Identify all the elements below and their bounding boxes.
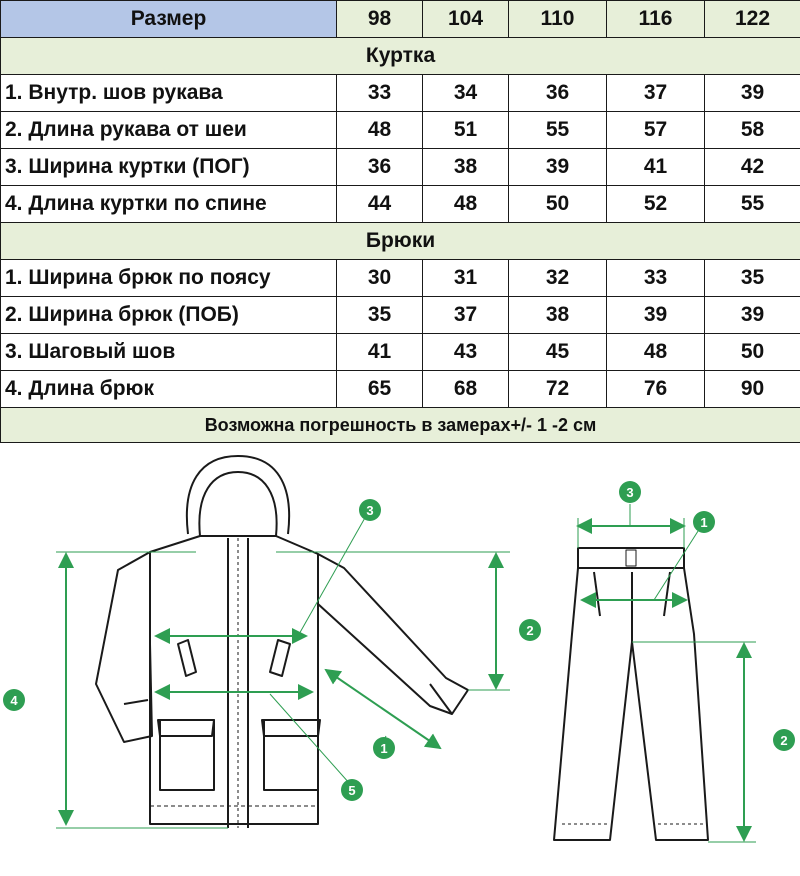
value-cell: 57	[607, 112, 705, 149]
row-label: 3. Ширина куртки (ПОГ)	[1, 149, 337, 186]
value-cell: 39	[509, 149, 607, 186]
value-cell: 68	[423, 371, 509, 408]
jacket-marker-1	[373, 737, 395, 759]
row-label: 3. Шаговый шов	[1, 334, 337, 371]
svg-text:3: 3	[626, 485, 634, 500]
section-title: Куртка	[1, 38, 800, 75]
jacket-marker-5	[341, 779, 363, 801]
value-cell: 48	[337, 112, 423, 149]
svg-text:1: 1	[700, 515, 708, 530]
svg-text:3: 3	[366, 503, 374, 518]
row-label: 2. Длина рукава от шеи	[1, 112, 337, 149]
measurement-note: Возможна погрешность в замерах+/- 1 -2 см	[1, 408, 800, 443]
svg-text:1: 1	[380, 741, 388, 756]
value-cell: 36	[337, 149, 423, 186]
size-header-cell: 122	[705, 1, 800, 38]
measurement-diagram	[0, 444, 800, 876]
value-cell: 32	[509, 260, 607, 297]
value-cell: 36	[509, 75, 607, 112]
value-cell: 42	[705, 149, 800, 186]
value-cell: 35	[337, 297, 423, 334]
value-cell: 35	[705, 260, 800, 297]
size-header-cell: 104	[423, 1, 509, 38]
table-row	[1, 149, 800, 186]
table-row	[1, 186, 800, 223]
value-cell: 72	[509, 371, 607, 408]
table-row	[1, 112, 800, 149]
row-label: 4. Длина куртки по спине	[1, 186, 337, 223]
value-cell: 39	[705, 75, 800, 112]
value-cell: 65	[337, 371, 423, 408]
size-header-row	[1, 1, 800, 38]
value-cell: 50	[705, 334, 800, 371]
value-cell: 39	[705, 297, 800, 334]
value-cell: 31	[423, 260, 509, 297]
value-cell: 30	[337, 260, 423, 297]
table-row	[1, 260, 800, 297]
value-cell: 55	[509, 112, 607, 149]
value-cell: 45	[509, 334, 607, 371]
svg-text:2: 2	[526, 623, 534, 638]
value-cell: 37	[423, 297, 509, 334]
value-cell: 51	[423, 112, 509, 149]
pants-marker-1	[693, 511, 715, 533]
value-cell: 58	[705, 112, 800, 149]
value-cell: 43	[423, 334, 509, 371]
table-row	[1, 334, 800, 371]
value-cell: 44	[337, 186, 423, 223]
size-header-cell: 110	[509, 1, 607, 38]
value-cell: 52	[607, 186, 705, 223]
value-cell: 41	[337, 334, 423, 371]
jacket-drawing	[96, 456, 468, 828]
value-cell: 38	[423, 149, 509, 186]
size-header-cell: 116	[607, 1, 705, 38]
section-row-pants	[1, 223, 800, 260]
pants-drawing	[554, 548, 708, 840]
row-label: 2. Ширина брюк (ПОБ)	[1, 297, 337, 334]
row-label: 1. Внутр. шов рукава	[1, 75, 337, 112]
pants-marker-3	[619, 481, 641, 503]
size-label-cell: Размер	[1, 1, 337, 38]
jacket-marker-3	[359, 499, 381, 521]
size-header-cell: 98	[337, 1, 423, 38]
pants-marker-2	[773, 729, 795, 751]
value-cell: 76	[607, 371, 705, 408]
value-cell: 41	[607, 149, 705, 186]
jacket-marker-2	[519, 619, 541, 641]
value-cell: 50	[509, 186, 607, 223]
pants-measurements	[578, 504, 756, 842]
svg-text:5: 5	[348, 783, 356, 798]
row-label: 1. Ширина брюк по поясу	[1, 260, 337, 297]
section-row-jacket	[1, 38, 800, 75]
value-cell: 33	[337, 75, 423, 112]
value-cell: 34	[423, 75, 509, 112]
section-title: Брюки	[1, 223, 800, 260]
svg-text:4: 4	[10, 693, 18, 708]
jacket-marker-4	[3, 689, 25, 711]
value-cell: 90	[705, 371, 800, 408]
value-cell: 37	[607, 75, 705, 112]
value-cell: 38	[509, 297, 607, 334]
value-cell: 55	[705, 186, 800, 223]
value-cell: 48	[423, 186, 509, 223]
table-row	[1, 371, 800, 408]
value-cell: 48	[607, 334, 705, 371]
value-cell: 39	[607, 297, 705, 334]
row-label: 4. Длина брюк	[1, 371, 337, 408]
table-row	[1, 297, 800, 334]
note-row	[1, 408, 800, 443]
table-row	[1, 75, 800, 112]
svg-text:2: 2	[780, 733, 788, 748]
value-cell: 33	[607, 260, 705, 297]
